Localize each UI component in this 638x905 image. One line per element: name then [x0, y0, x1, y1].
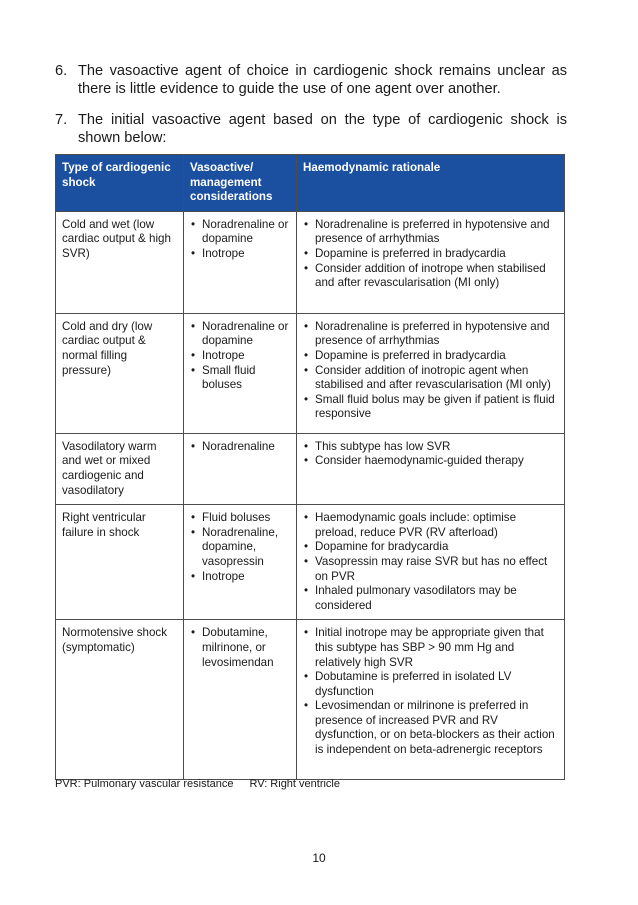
paragraph-number: 6. [55, 63, 68, 79]
table-row [56, 433, 565, 504]
header-agents: Vasoactive/ management considerations [184, 155, 297, 212]
paragraph-number: 7. [55, 112, 68, 128]
shock-type-cell: Normotensive shock (symptomatic) [56, 620, 184, 780]
bullet-item: • Noradrenaline is preferred in hypotensive and presence of arrhythmias [303, 320, 558, 349]
bullet-item: • Consider addition of inotrope when stabilised and after revascularisation (MI only) [303, 262, 558, 291]
bullet-item: • Inotrope [190, 349, 290, 364]
rationale-cell [297, 313, 565, 433]
footnote-rv: RV: Right ventricle [249, 778, 340, 790]
rationale-cell [297, 433, 565, 504]
bullet-list [303, 440, 558, 469]
bullet-item: • Noradrenaline or dopamine [190, 218, 290, 247]
bullet-item: • Noradrenaline, dopamine, vasopressin [190, 526, 290, 570]
bullet-list [303, 626, 558, 757]
bullet-list [303, 511, 558, 613]
bullet-list [190, 218, 290, 262]
bullet-item: • Consider haemodynamic-guided therapy [303, 454, 558, 469]
page-number: 10 [312, 851, 326, 865]
bullet-item: • Dopamine is preferred in bradycardia [303, 247, 558, 262]
agents-cell [184, 433, 297, 504]
table-body [56, 211, 565, 780]
bullet-item: • Noradrenaline or dopamine [190, 320, 290, 349]
bullet-list [190, 511, 290, 584]
paragraph-7 [55, 111, 567, 147]
shock-type-cell: Vasodilatory warm and wet or mixed cardiogenic and vasodilatory [56, 433, 184, 504]
bullet-item: • Vasopressin may raise SVR but has no effect on PVR [303, 555, 558, 584]
table-row [56, 620, 565, 780]
paragraph-6 [55, 62, 567, 98]
bullet-item: • Dobutamine, milrinone, or levosimendan [190, 626, 290, 670]
bullet-item: • Fluid boluses [190, 511, 290, 526]
bullet-list [190, 440, 290, 455]
bullet-item: • Haemodynamic goals include: optimise preload, reduce PVR (RV afterload) [303, 511, 558, 540]
bullet-list [190, 626, 290, 670]
bullet-item: • Small fluid boluses [190, 364, 290, 393]
paragraph-text: The initial vasoactive agent based on the type of cardiogenic shock is shown below: [78, 112, 567, 146]
paragraph-text: The vasoactive agent of choice in cardiogenic shock remains unclear as there is little evidence to guide the use of one agent over another. [78, 63, 567, 97]
bullet-list [190, 320, 290, 393]
bullet-item: • Inhaled pulmonary vasodilators may be considered [303, 584, 558, 613]
shock-type-cell: Cold and wet (low cardiac output & high SVR) [56, 211, 184, 313]
rationale-cell [297, 620, 565, 780]
bullet-item: • Inotrope [190, 247, 290, 262]
rationale-cell [297, 211, 565, 313]
cardiogenic-shock-table [55, 154, 565, 780]
bullet-list [303, 320, 558, 422]
bullet-item: • Dobutamine is preferred in isolated LV dysfunction [303, 670, 558, 699]
bullet-item: • Dopamine is preferred in bradycardia [303, 349, 558, 364]
agents-cell [184, 211, 297, 313]
bullet-item: • Small fluid bolus may be given if patient is fluid responsive [303, 393, 558, 422]
footnote-pvr: PVR: Pulmonary vascular resistance [55, 778, 234, 790]
bullet-item: • This subtype has low SVR [303, 440, 558, 455]
bullet-item: • Noradrenaline [190, 440, 290, 455]
bullet-item: • Inotrope [190, 570, 290, 585]
bullet-item: • Levosimendan or milrinone is preferred in presence of increased PVR and RV dysfunction, or on beta-blockers as their action is independent on beta-adrenergic receptors [303, 699, 558, 757]
shock-type-cell: Right ventricular failure in shock [56, 505, 184, 620]
bullet-list [303, 218, 558, 291]
agents-cell [184, 313, 297, 433]
bullet-item: • Consider addition of inotropic agent when stabilised and after revascularisation (MI only) [303, 364, 558, 393]
bullet-item: • Initial inotrope may be appropriate given that this subtype has SBP > 90 mm Hg and relatively high SVR [303, 626, 558, 670]
rationale-cell [297, 505, 565, 620]
table-row [56, 313, 565, 433]
shock-type-cell: Cold and dry (low cardiac output & normal filling pressure) [56, 313, 184, 433]
header-type: Type of cardiogenic shock [56, 155, 184, 212]
agents-cell [184, 620, 297, 780]
header-rationale: Haemodynamic rationale [297, 155, 565, 212]
agents-cell [184, 505, 297, 620]
footnote [55, 778, 340, 790]
table-row [56, 211, 565, 313]
bullet-item: • Dopamine for bradycardia [303, 540, 558, 555]
table-row [56, 505, 565, 620]
bullet-item: • Noradrenaline is preferred in hypotensive and presence of arrhythmias [303, 218, 558, 247]
table-header-row [56, 155, 565, 212]
